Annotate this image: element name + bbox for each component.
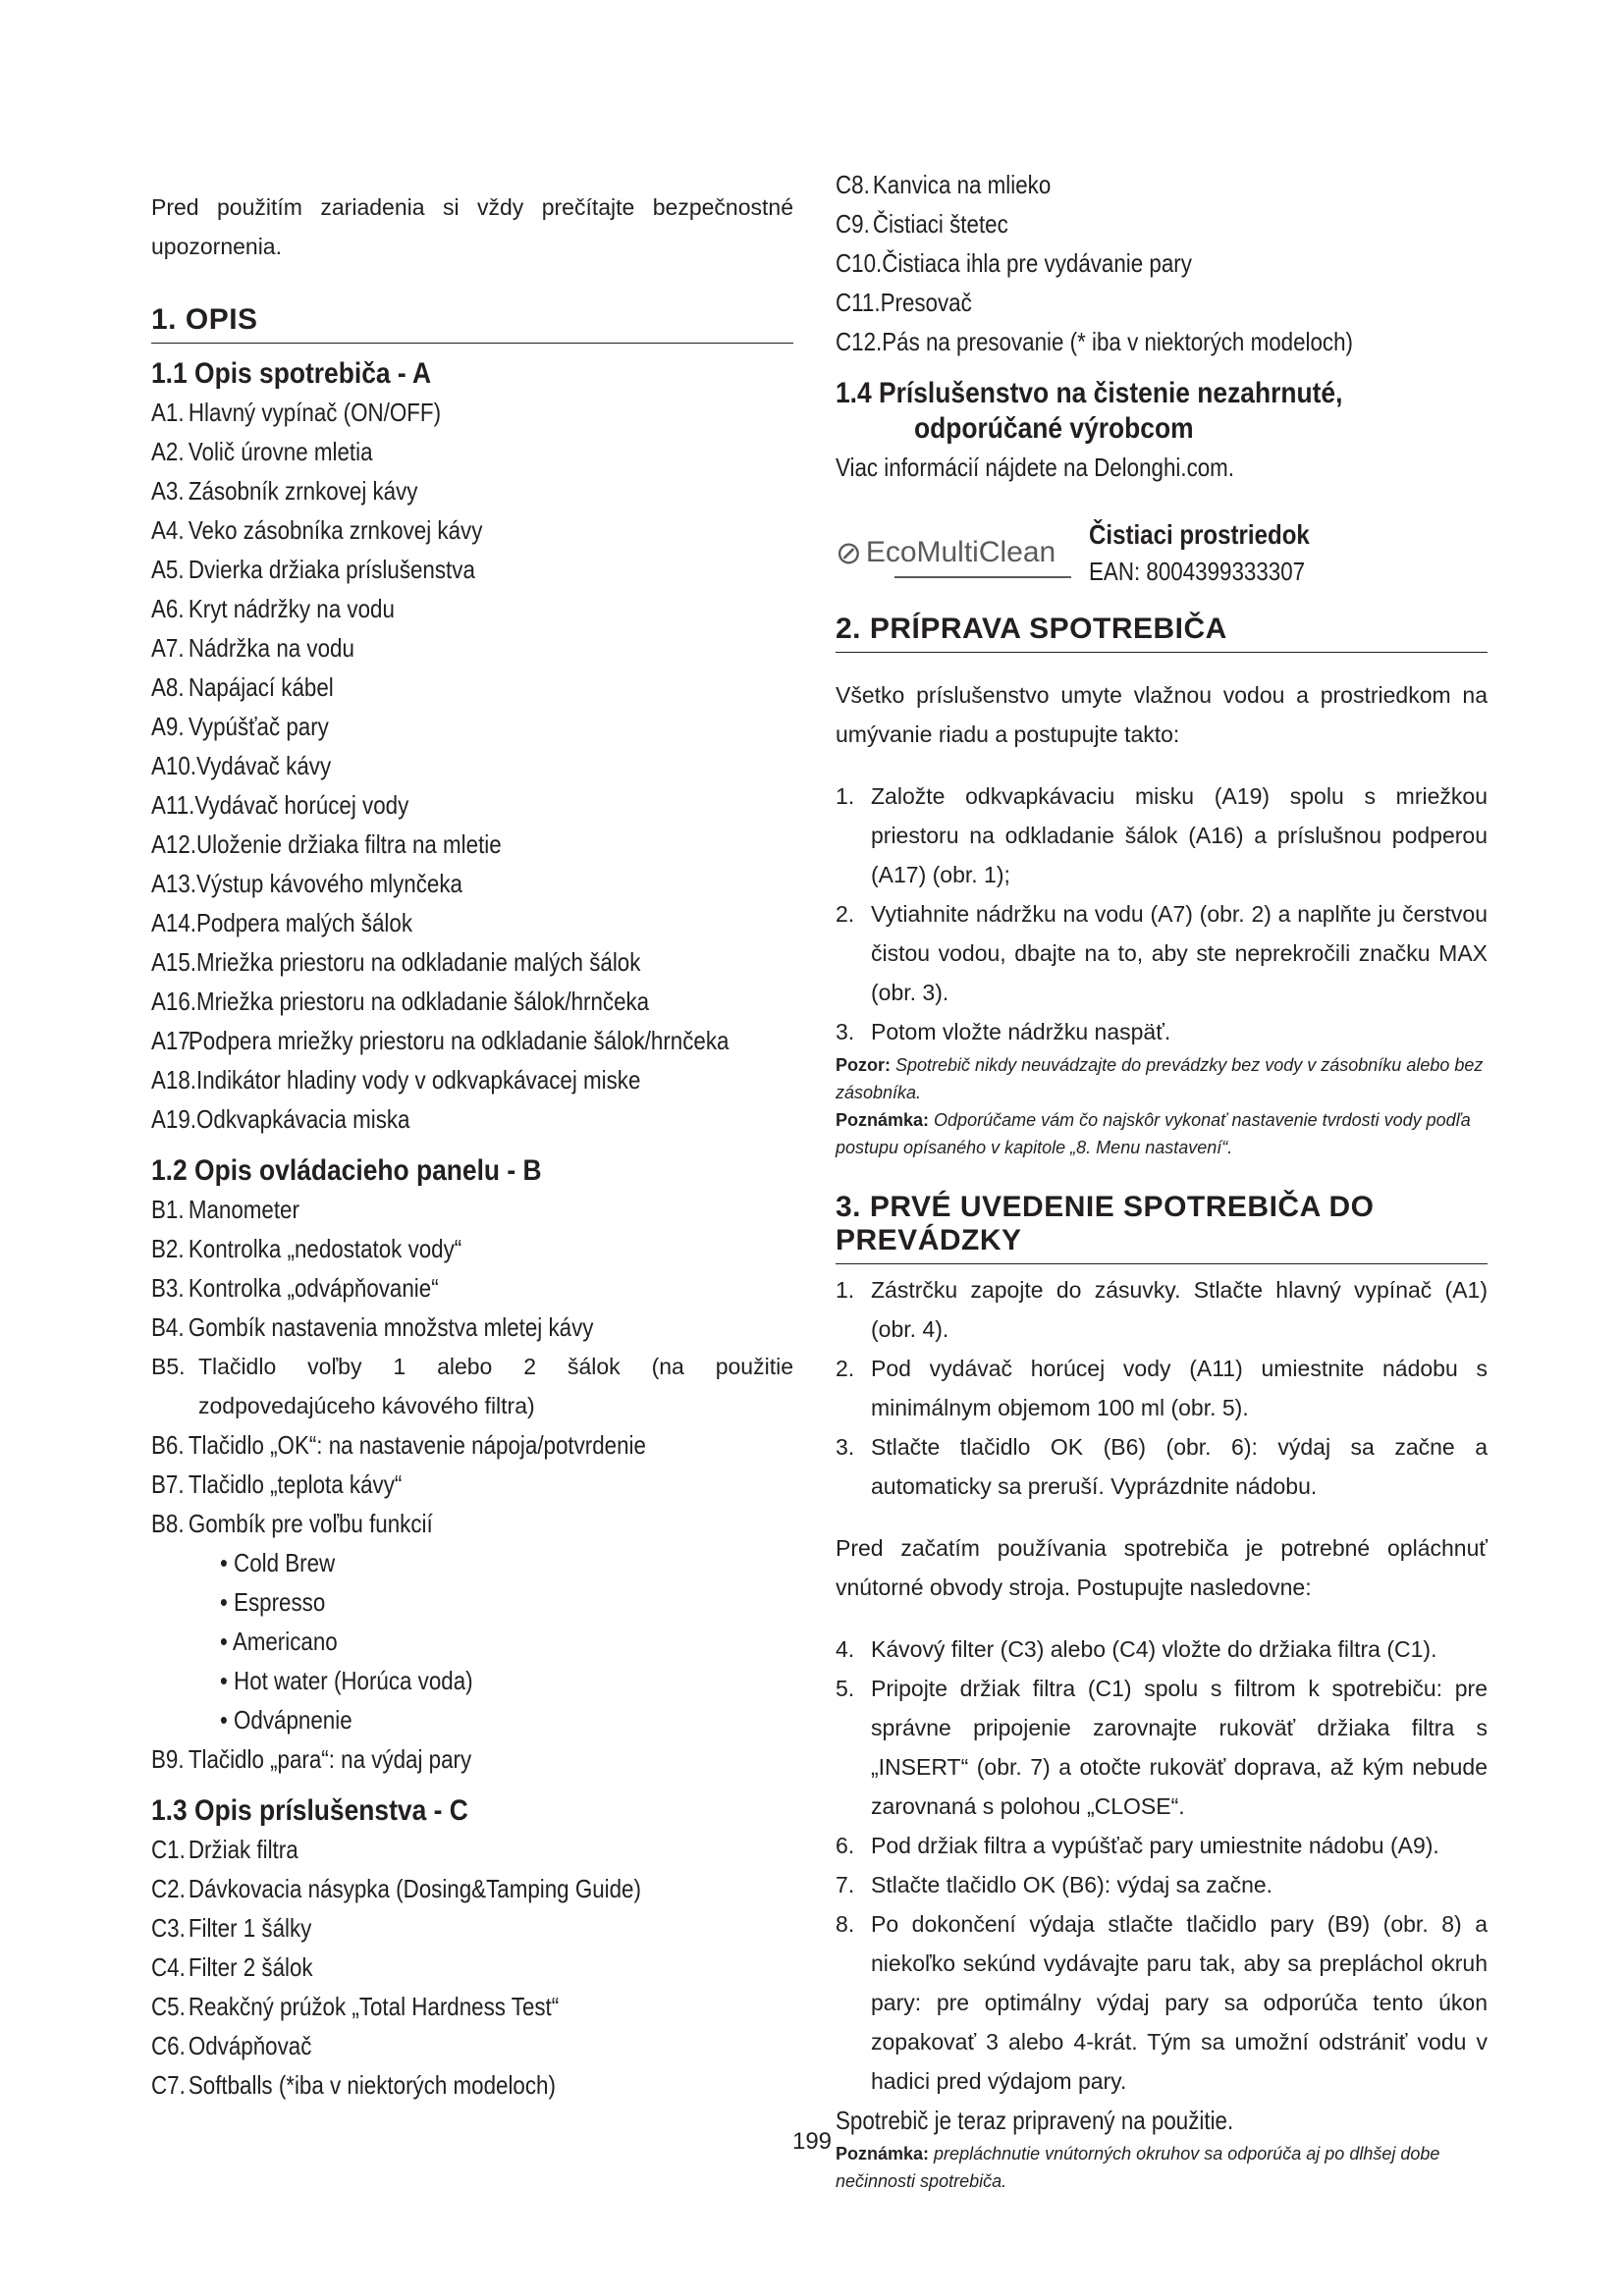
bullet-item: • Hot water (Horúca voda): [220, 1666, 473, 1695]
list-item: B6. Tlačidlo „OK“: na nastavenie nápoja/potvrdenie: [151, 1430, 646, 1460]
list-item: A11. Vydávač horúcej vody: [151, 790, 409, 820]
page-number: 199: [791, 2128, 833, 2155]
step-item: 6. Pod držiak filtra a vypúšťač pary umiestnite nádobu (A9).: [836, 1833, 1439, 1858]
step-item: 5. Pripojte držiak filtra (C1) spolu s filtrom k spotrebiču: pre správne pripojenie zarovnajte rukoväť držiaka filtra s „INSERT“ (obr. 7) a otočte rukoväť doprava, až kým nebude zarovnaná s polohou „CLOSE“.: [836, 1676, 1488, 1819]
product-ean: EAN: 8004399333307: [1089, 557, 1306, 586]
list-item: A3. Zásobník zrnkovej kávy: [151, 476, 418, 506]
section2-title: 2. PRÍPRAVA SPOTREBIČA: [836, 613, 1488, 653]
bullet-item: • Cold Brew: [220, 1548, 336, 1577]
list-c-continued: [836, 165, 1488, 361]
list-item: B4. Gombík nastavenia množstva mletej kávy: [151, 1312, 594, 1342]
list-b: [151, 1190, 793, 1543]
intro-text: Pred použitím zariadenia si vždy prečítajte bezpečnostné upozornenia.: [151, 194, 793, 259]
product-name: Čistiaci prostriedok: [1089, 519, 1310, 550]
list-item: C9. Čistiaci štetec: [836, 209, 1008, 239]
step-item: 3. Potom vložte nádržku naspäť.: [836, 1019, 1171, 1044]
list-item: C6. Odvápňovač: [151, 2031, 312, 2060]
list-item: A6. Kryt nádržky na vodu: [151, 594, 395, 623]
list-item: B1. Manometer: [151, 1195, 299, 1224]
list-item: A7. Nádržka na vodu: [151, 633, 354, 663]
list-c: [151, 1830, 793, 2105]
left-column: [151, 165, 793, 2105]
bullet-item: • Americano: [220, 1627, 338, 1656]
list-item: C10. Čistiaca ihla pre vydávanie pary: [836, 248, 1192, 278]
ready-text: Spotrebič je teraz pripravený na použitie.: [836, 2106, 1234, 2135]
section13-title: 1.3 Opis príslušenstva - C: [151, 1794, 468, 1827]
section2-note: Poznámka: Odporúčame vám čo najskôr vykonať nastavenie tvrdosti vody podľa postupu opísaného v kapitole „8. Menu nastavení“.: [836, 1110, 1471, 1157]
step-item: 2. Vytiahnite nádržku na vodu (A7) (obr. 2) a naplňte ju čerstvou čistou vodou, dbajte na to, aby ste neprekročili značku MAX (obr. 3).: [836, 901, 1488, 1005]
step-item: 7. Stlačte tlačidlo OK (B6): výdaj sa začne.: [836, 1872, 1273, 1897]
step-item: 3. Stlačte tlačidlo OK (B6) (obr. 6): výdaj sa začne a automaticky sa preruší. Vyprázdnite nádobu.: [836, 1434, 1488, 1499]
section11-title: 1.1 Opis spotrebiča - A: [151, 357, 432, 390]
section14-title-line2: odporúčané výrobcom: [914, 412, 1194, 445]
eco-multiclean-logo: ⊘ EcoMultiClean: [836, 523, 1071, 582]
list-item: B7. Tlačidlo „teplota kávy“: [151, 1469, 403, 1499]
list-item: B5. Tlačidlo voľby 1 alebo 2 šálok (na použitie zodpovedajúceho kávového filtra): [151, 1354, 793, 1418]
section14-text: Viac informácií nájdete na Delonghi.com.: [836, 453, 1235, 482]
list-a: [151, 393, 793, 1139]
step-item: 1. Zástrčku zapojte do zásuvky. Stlačte hlavný vypínač (A1) (obr. 4).: [836, 1277, 1488, 1342]
list-item: A1. Hlavný vypínač (ON/OFF): [151, 398, 442, 427]
list-item: A2. Volič úrovne mletia: [151, 437, 373, 466]
bullet-icon: •: [220, 1548, 235, 1577]
section12-title: 1.2 Opis ovládacieho panelu - B: [151, 1154, 542, 1187]
section3-note: Poznámka: prepláchnutie vnútorných okruhov sa odporúča aj po dlhšej dobe nečinnosti spotrebiča.: [836, 2144, 1440, 2191]
list-item: C7. Softballs (*iba v niektorých modeloch): [151, 2070, 556, 2100]
leaf-icon: ⊘: [836, 535, 862, 570]
list-item: A12. Uloženie držiaka filtra na mletie: [151, 829, 502, 859]
list-item: B9. Tlačidlo „para“: na výdaj pary: [151, 1744, 472, 1774]
section3-title: 3. PRVÉ UVEDENIE SPOTREBIČA DO PREVÁDZKY: [836, 1191, 1488, 1264]
list-item: C2. Dávkovacia násypka (Dosing&Tamping Guide): [151, 1874, 641, 1903]
bullet-icon: •: [220, 1666, 235, 1695]
right-column: [836, 165, 1488, 2195]
section1-title: 1. OPIS: [151, 303, 793, 344]
list-item: C1. Držiak filtra: [151, 1835, 298, 1864]
section14-title-line1: 1.4 Príslušenstvo na čistenie nezahrnuté,: [836, 377, 1343, 409]
list-item: C3. Filter 1 šálky: [151, 1913, 312, 1943]
section3-middle: Pred začatím používania spotrebiča je potrebné opláchnuť vnútorné obvody stroja. Postupujte nasledovne:: [836, 1535, 1488, 1600]
list-item: C12. Pás na presovanie (* iba v niektorých modeloch): [836, 327, 1353, 356]
list-item: A8. Napájací kábel: [151, 672, 334, 702]
section2-intro: Všetko príslušenstvo umyte vlažnou vodou a prostriedkom na umývanie riadu a postupujte takto:: [836, 682, 1488, 747]
bullet-item: • Espresso: [220, 1587, 326, 1617]
section3-steps-a: [836, 1270, 1488, 1506]
list-item: A13. Výstup kávového mlynčeka: [151, 869, 462, 898]
list-item: A18. Indikátor hladiny vody v odkvapkávacej miske: [151, 1065, 641, 1095]
list-item: A9. Vypúšťač pary: [151, 712, 329, 741]
section2-steps: [836, 776, 1488, 1051]
bullet-item: • Odvápnenie: [220, 1705, 352, 1735]
bullet-icon: •: [220, 1705, 235, 1735]
list-item: A4. Veko zásobníka zrnkovej kávy: [151, 515, 483, 545]
list-item: C8. Kanvica na mlieko: [836, 170, 1052, 199]
list-item: A10. Vydávač kávy: [151, 751, 332, 780]
warning-note: Pozor: Spotrebič nikdy neuvádzajte do prevádzky bez vody v zásobníku alebo bez zásobníka.: [836, 1055, 1484, 1102]
eco-multiclean-block: [836, 516, 1488, 589]
list-item: C5. Reakčný prúžok „Total Hardness Test“: [151, 1992, 560, 2021]
list-b-bullets: [151, 1543, 793, 1739]
list-item: A17. Podpera mriežky priestoru na odkladanie šálok/hrnčeka: [151, 1026, 730, 1055]
bullet-icon: •: [220, 1627, 233, 1656]
step-item: 4. Kávový filter (C3) alebo (C4) vložte do držiaka filtra (C1).: [836, 1636, 1437, 1662]
step-item: 1. Založte odkvapkávaciu misku (A19) spolu s mriežkou priestoru na odkladanie šálok (A16) a príslušnou podperou (A17) (obr. 1);: [836, 783, 1488, 887]
list-item: C4. Filter 2 šálok: [151, 1952, 313, 1982]
bullet-icon: •: [220, 1587, 235, 1617]
step-item: 8. Po dokončení výdaja stlačte tlačidlo pary (B9) (obr. 8) a niekoľko sekúnd vydávajte paru tak, aby sa prepláchol okruh pary: pre optimálny výdaj pary sa odporúča tento úkon zopakovať 3 alebo 4-krát. Tým sa umožní odstrániť vodu v hadici pred výdajom pary.: [836, 1911, 1488, 2094]
list-item: A16. Mriežka priestoru na odkladanie šálok/hrnčeka: [151, 987, 650, 1016]
step-item: 2. Pod vydávač horúcej vody (A11) umiestnite nádobu s minimálnym objemom 100 ml (obr. 5).: [836, 1356, 1488, 1420]
list-item: B2. Kontrolka „nedostatok vody“: [151, 1234, 462, 1263]
list-item: B8. Gombík pre voľbu funkcií: [151, 1509, 433, 1538]
list-item: A15. Mriežka priestoru na odkladanie malých šálok: [151, 947, 641, 977]
list-item: A14. Podpera malých šálok: [151, 908, 413, 937]
list-item: A19. Odkvapkávacia miska: [151, 1104, 410, 1134]
list-item: A5. Dvierka držiaka príslušenstva: [151, 555, 475, 584]
list-item: B3. Kontrolka „odvápňovanie“: [151, 1273, 439, 1303]
section3-steps-b: [836, 1629, 1488, 2101]
list-item: C11. Presovač: [836, 288, 972, 317]
